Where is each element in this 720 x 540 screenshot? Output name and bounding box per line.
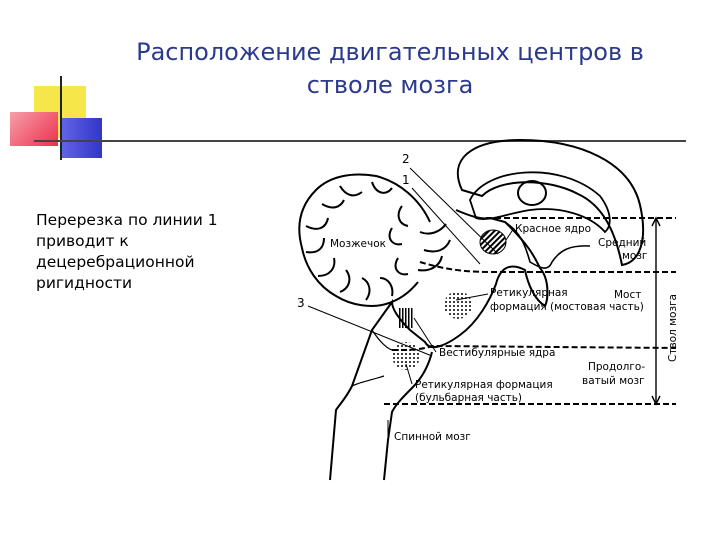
label-medulla-1: Продолго- [588,361,646,373]
note-line-2: приводит к [36,232,129,250]
reticular-bulb-shape [392,342,420,370]
label-vestibular: Вестибулярные ядра [439,347,556,359]
note-line-3: децеребрационной [36,253,195,271]
label-reticular-bulb-2: (бульбарная часть) [415,392,523,404]
label-red-nucleus: Красное ядро [515,223,592,235]
label-midbrain-2: мозг [622,250,648,262]
note-line-4: ригидности [36,274,133,292]
title-line-1: Расположение двигательных центров в [136,38,644,66]
label-pons: Мост [614,289,642,301]
reticular-pons-shape [444,291,472,319]
marker-2: 2 [402,152,410,166]
label-cerebellum: Мозжечок [330,238,386,250]
marker-3: 3 [297,296,305,310]
label-medulla-2: ватый мозг [582,375,645,387]
label-brainstem: Ствол мозга [667,294,679,362]
red-nucleus-shape [480,230,506,254]
label-reticular-bulb-1: Ретикулярная формация [415,379,553,391]
medulla-inner-line [352,330,392,386]
title-line-2: стволе мозга [306,71,474,99]
note-line-1: Перерезка по линии 1 [36,211,218,229]
brainstem-bracket [652,218,660,404]
label-midbrain-1: Средний [598,237,647,249]
vestibular-shape [398,308,414,328]
label-reticular-pons-2: формация (мостовая часть) [490,301,644,313]
label-spinal-cord: Спинной мозг [394,431,471,443]
medulla-outline [330,302,410,480]
ventricle-oval [518,181,546,205]
label-reticular-pons-1: Ретикулярная [490,287,568,299]
marker-1: 1 [402,173,410,187]
